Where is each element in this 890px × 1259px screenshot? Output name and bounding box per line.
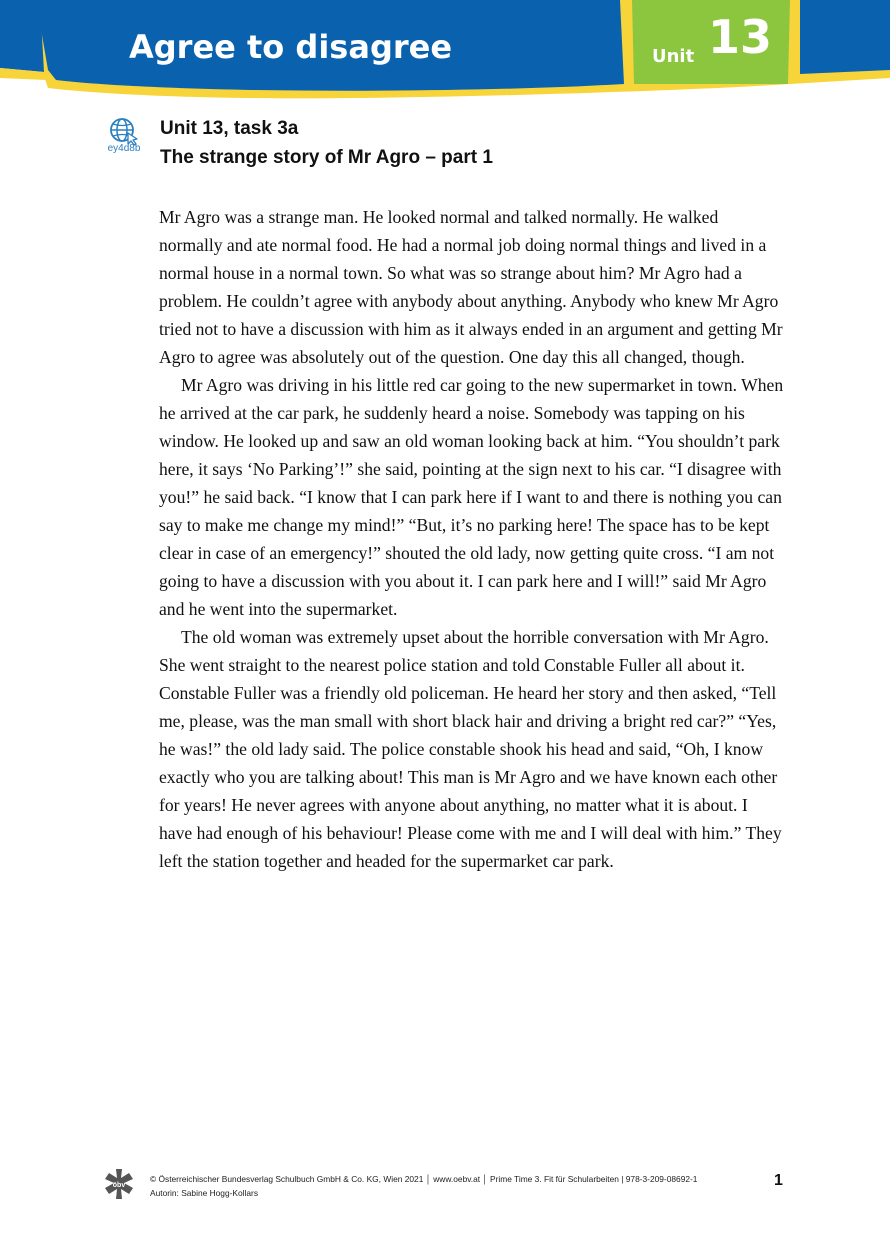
header-banner [0,0,890,110]
svg-text:öbv: öbv [112,1182,126,1189]
task-heading: Unit 13, task 3a [160,118,299,139]
globe-cursor-icon[interactable] [106,116,140,146]
story-title: The strange story of Mr Agro – part 1 [160,147,493,168]
story-text [159,203,784,875]
chapter-title: Agree to disagree [129,28,453,66]
copyright-line: © Österreichischer Bundesverlag Schulbuch GmbH & Co. KG, Wien 2021 │ www.oebv.at │ Prime Time 3. Fit für Schularbeiten | 978-3-209-08692-1 [150,1174,698,1184]
story-paragraph: Mr Agro was driving in his little red car going to the new supermarket in town. When he arrived at the car park, he suddenly heard a noise. Somebody was tapping on his window. He looked up and saw an old woman looking back at him. “You shouldn’t park here, it says ‘No Parking’!” she said, pointing at the sign next to his car. “I disagree with you!” he said back. “I know that I can park here if I want to and there is nothing you can say to make me change my mind!” “But, it’s no parking here! The space has to be kept clear in case of an emergency!” shouted the old lady, now getting quite cross. “I am not going to have a discussion with you about it. I can park here and I will!” said Mr Agro and he went into the supermarket. [159,375,784,619]
story-paragraph: Mr Agro was a strange man. He looked normal and talked normally. He walked normally and ate normal food. He had a normal job doing normal things and lived in a normal house in a normal town. So what was so strange about him? Mr Agro had a problem. He couldn’t agree with anybody about anything. Anybody who knew Mr Agro tried not to have a discussion with him as it always ended in an argument and getting Mr Agro to agree was absolutely out of the question. One day this all changed, though. [159,207,783,367]
story-paragraph: The old woman was extremely upset about the horrible conversation with Mr Agro. She went straight to the nearest police station and told Constable Fuller all about it. Constable Fuller was a friendly old policeman. He heard her story and then asked, “Tell me, please, was the man small with short black hair and driving a bright red car?” “Yes, he was!” the old lady said. The police constable shook his head and said, “Oh, I know exactly who you are talking about! This man is Mr Agro and we have known each other for years! He never agrees with anyone about anything, no matter what it is about. I have had enough of his behaviour! Please come with me and I will deal with him.” They left the station together and headed for the supermarket car park. [159,627,782,871]
author-line: Autorin: Sabine Hogg-Kollars [150,1188,259,1198]
unit-number: 13 [708,10,773,64]
page-number: 1 [774,1172,783,1189]
publisher-logo [104,1168,134,1200]
online-code[interactable]: ey4d8b [107,143,141,154]
unit-label: Unit [652,46,695,67]
